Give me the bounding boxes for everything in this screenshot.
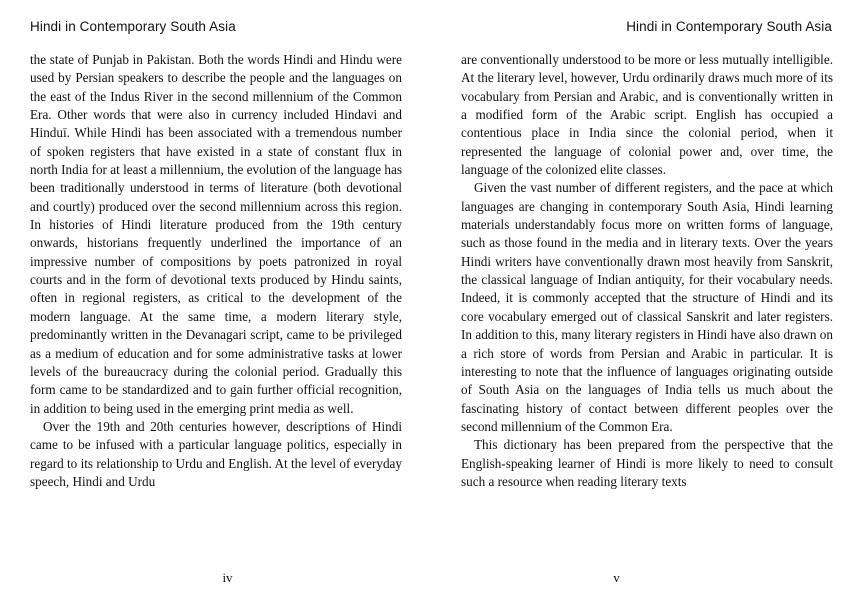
running-head: Hindi in Contemporary South Asia bbox=[626, 19, 832, 34]
right-page bbox=[431, 0, 862, 599]
paragraph: Given the vast number of different registers, and the pace at which languages are changing in contemporary South Asia, Hindi learning materials understandably focus more on written forms of language, such as those found in the media and in literary texts. Over the years Hindi writers have conventionally drawn most heavily from Sanskrit, the classical language of Indian antiquity, for their vocabulary needs. Indeed, it is commonly accepted that the structure of Hindi and its core vocabulary emerged out of classical Sanskrit and later registers. In addition to this, many literary registers in Hindi have also drawn on a rich store of words from Persian and Arabic in particular. It is interesting to note that the influence of languages originating outside of South Asia on the languages of India tells us much about the fascinating history of contact between different peoples over the second millennium of the Common Era. bbox=[461, 180, 833, 434]
running-head: Hindi in Contemporary South Asia bbox=[30, 19, 236, 34]
page-number: v bbox=[613, 570, 620, 585]
body-text bbox=[30, 51, 402, 491]
paragraph: are conventionally understood to be more or less mutually intelligible. At the literary level, however, Urdu ordinarily draws much more of its vocabulary from Persian and Arabic, and is conventionally written in a modified form of the Arabic script. English has occupied a contentious place in India since the colonial period, when it represented the language of colonial power and, over time, the language of the colonized elite classes. bbox=[461, 52, 833, 178]
paragraph: This dictionary has been prepared from the perspective that the English-speaking learner of Hindi is more likely to need to consult such a resource when reading literary texts bbox=[461, 437, 833, 489]
page-number: iv bbox=[222, 570, 233, 585]
paragraph: Over the 19th and 20th centuries however, descriptions of Hindi came to be infused with a particular language politics, especially in regard to its relationship to Urdu and English. At the level of everyday speech, Hindi and Urdu bbox=[30, 418, 402, 489]
body-text bbox=[461, 51, 833, 491]
paragraph: the state of Punjab in Pakistan. Both the words Hindi and Hindu were used by Persian speakers to describe the people and the languages on the east of the Indus River in the second millennium of the Common Era. Other words that were also in currency included Hindavi and Hinduī. While Hindi has been associated with a tremendous number of spoken registers that have existed in a state of constant flux in north India for at least a millennium, the evolution of the language has been traditionally understood in terms of literature (both devotional and courtly) produced over the second millennium across this region. In histories of Hindi literature produced from the 19th century onwards, historians frequently underlined the importance of an impressive number of compositions by poets patronized in royal courts and in the form of devotional texts produced by Hindu saints, often in regional registers, as critical to the development of the modern language. At the same time, a modern literary style, predominantly written in the Devanagari script, came to be privileged as a medium of education and for some administrative tasks at lower levels of the bureaucracy during the colonial period. Gradually this form came to be standardized and to gain further official recognition, in addition to being used in the emerging print media as well. bbox=[30, 52, 402, 416]
